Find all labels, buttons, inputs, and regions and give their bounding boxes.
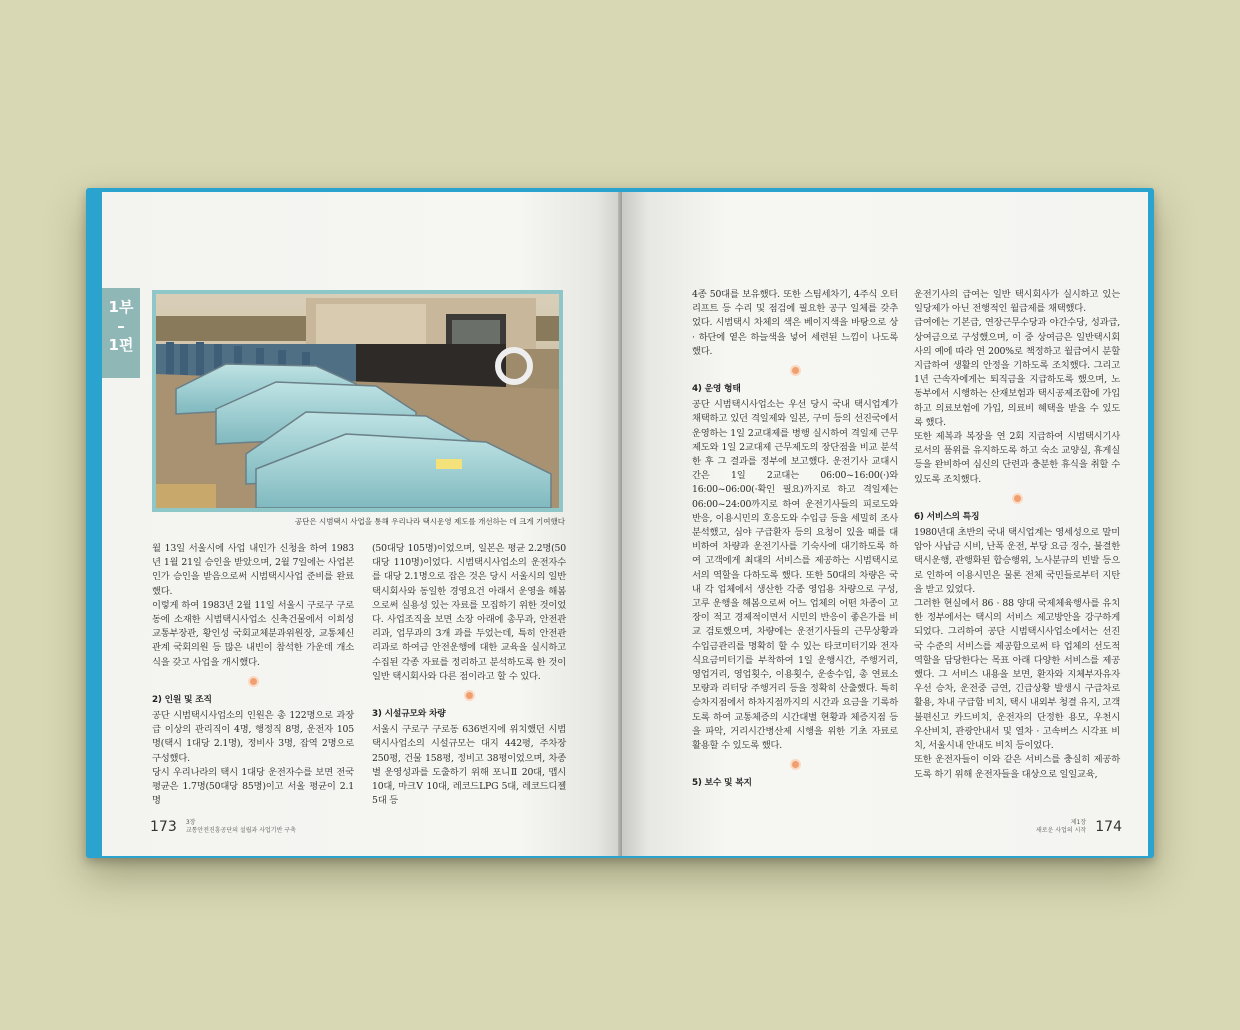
paragraph: 1980년대 초반의 국내 택시업계는 영세성으로 말미암아 사납금 시비, 난폭 운전, 부당 요금 징수, 불결한 택시운행, 관행화된 합승행위, 노사분규의 빈발 등으로 인하여 이용시민은 물론 전체 국민들로부터 지탄을 받고 있었다. [914,527,1120,595]
paragraph: 이렇게 하여 1983년 2월 11일 서울시 구로구 구로동에 소재한 시범택시사업소 신축건물에서 이희성 교통부장관, 황인성 국회교체분과위원장, 교통체신관계 국회의원 등 많은 내빈이 참석한 가운데 개소식을 갖고 사업을 개시했다. [152,599,354,668]
section-bullet [790,759,801,770]
right-column-2 [914,288,1120,782]
section-heading: 5) 보수 및 복지 [692,778,752,789]
paragraph: 급여에는 기본급, 연장근무수당과 야간수당, 성과급, 상여금으로 구성했으며, 이 중 상여금은 일반택시회사의 예에 따라 연 200%로 책정하고 월급여시 분할 지급하여 생활의 안정을 기하도록 조치했다. 그리고 1년 근속자에게는 퇴직금을 지급하도록 했으며, 노동부에서 시행하는 산재보험과 택시공제조합에 가입하고 의료보험에 가입, 의료비 혜택을 받을 수 있도록 했다. [914,317,1120,428]
photo-caption: 공단은 시범택시 사업을 통해 우리나라 택시운영 제도를 개선하는 데 크게 기여했다 [294,517,565,526]
section-heading: 4) 운영 형태 [692,384,741,395]
section-bullet [1012,493,1023,504]
running-head-chapter: 제1장 [1070,818,1087,826]
left-column-2 [372,542,566,808]
taxi-photo-image [156,294,559,508]
section-tab [102,288,140,378]
taxi-photo [152,290,563,512]
tab-part: 1부 [108,298,134,316]
left-page [102,192,622,856]
running-head-title: 교통안전진흥공단의 설립과 사업기반 구축 [185,826,296,834]
paragraph: 공단 시범택시사업소의 인원은 총 122명으로 과장급 이상의 관리직이 4명, 행정직 8명, 운전자 105명(택시 1대당 2.1명), 정비사 3명, 잡역 2명으로 구성했다. [152,710,354,764]
paragraph: 월 13일 서울시에 사업 내인가 신청을 하여 1983년 1월 21일 승인을 받았으며, 2월 7일에는 사업본인가 승인을 받음으로써 시범택시사업 준비를 완료했다. [152,543,354,597]
right-folio [1036,816,1122,835]
paragraph: 4종 50대를 보유했다. 또한 스팀세차기, 4주식 오터 리프트 등 수리 및 점검에 필요한 공구 일체를 갖추었다. 시범택시 차체의 색은 베이지색을 바탕으로 상 · 하단에 옅은 하늘색을 넣어 세련된 느낌이 나도록 했다. [692,289,898,357]
section-heading: 3) 시설규모와 차량 [372,709,446,720]
paragraph: 운전기사의 급여는 일반 택시회사가 실시하고 있는 일당제가 아닌 전행적인 월급제를 채택했다. [914,289,1120,315]
section-heading: 6) 서비스의 특징 [914,511,980,522]
paragraph: 또한 운전자들이 이와 같은 서비스를 충실히 제공하도록 하기 위해 운전자들을 대상으로 일일교육, [914,754,1120,780]
section-bullet [464,690,475,701]
page-number: 173 [150,819,177,835]
section-bullet [790,365,801,376]
tab-separator: – [117,317,125,335]
section-heading: 2) 인원 및 조직 [152,694,212,705]
right-column-1 [692,288,898,793]
paragraph: (50대당 105명)이었으며, 일본은 평균 2.2명(50대당 110명)이었다. 시범택시사업소의 운전자수를 대당 2.1명으로 잡은 것은 당시 서울시의 일반 택시회사와 동일한 경영요건 아래서 운영을 해봄으로써 실용성 있는 자료를 모집하기 위한 것이었다. 사업조직을 보면 소장 아래에 총무과, 안전관리과, 업무과의 3개 과를 두었는데, 특히 안전관리과로 하여금 안전운행에 대한 교육을 실시하고 수집된 각종 자료를 정리하고 분석하도록 한 것이 일반 택시회사와 다른 점이라고 할 수 있다. [372,543,566,682]
section-bullet [248,676,259,687]
left-column-1 [152,542,354,808]
page-number: 174 [1095,819,1122,835]
right-page [622,192,1148,856]
paragraph: 서울시 구로구 구로동 636번지에 위치했던 시범택시사업소의 시설규모는 대지 442평, 주차장 250평, 건물 158평, 정비고 38평이었으며, 차종별 운영성과를 도출하기 위해 포니Ⅱ 20대, 맵시 10대, 마크Ⅴ 10대, 레코드LPG 5대, 레코드디젤 5대 등 [372,724,566,807]
paragraph: 그러한 현실에서 86 · 88 양대 국제체육행사를 유치한 정부에서는 택시의 서비스 제고방안을 강구하게 되었다. 그리하여 공단 시범택시사업소에서는 선진국 수준의 서비스를 제공함으로써 타 업체의 선도적 역할을 담당한다는 목표 아래 다양한 서비스를 제공했다. 그 서비스 내용을 보면, 환자와 지체부자유자 우선 승차, 운전중 금연, 긴급상황 발생시 구급차로 활용, 차내 구급함 비치, 택시 내외부 청결 유지, 고객불편신고 카드비치, 운전자의 단정한 용모, 우천시 우산비치, 관광안내서 및 열차 · 고속버스 시각표 비치, 서울시내 안내도 비치 등이었다. [914,598,1120,752]
tab-chapter: 1편 [108,336,134,354]
paragraph: 공단 시범택시사업소는 우선 당시 국내 택시업계가 채택하고 있던 격일제와 일본, 구미 등의 선진국에서 운영하는 1일 2교대제를 병행 실시하여 격일제 근무제도와 1일 2교대제 근무제도의 장단점을 비교 분석한 후 그 결과를 정부에 보고했다. 운전기사 교대시간은 1일 2교대는 06:00~16:00(·)와 16:00~06:00(·확인 필요)까지로 하고 격일제는 06:00~24:00까지로 하여 운전기사들의 피로도와 반응, 이용시민의 호응도와 수입금 등을 세밀히 조사 분석했고, 심야 구급환자 등의 요청이 있을 때를 대비하여 차량과 운전기사를 기숙사에 대기하도록 하여 고객에게 최대의 서비스를 제공하는 시범택시로서의 역할을 다하도록 했다. 또한 50대의 차량은 국내 각 업체에서 생산한 각종 영업용 차량으로 구성, 고루 운행을 해봄으로써 어느 업체의 어떤 차종이 고장이 적고 경제적이면서 시민의 반응이 좋은가를 비교 검토했으며, 차량에는 운전기사들의 근무상황과 수입금관리를 명확히 할 수 있는 타코미터기와 전자식요금미터기를 부착하여 1일 운행시간, 주행거리, 영업거리, 영업횟수, 이용횟수, 운송수입, 총 연료소모량과 리터당 주행거리 등을 정확히 산출했다. 특히 승차지점에서 하차지점까지의 시간과 요금을 기록하도록 하여 교통체증의 시간대별 현황과 체증지점 등을 파악, 거리시간병산제 시행을 위한 기초 자료로 활용할 수 있도록 했다. [692,399,898,752]
paragraph: 또한 제복과 복장을 연 2회 지급하여 시범택시기사로서의 품위를 유지하도록 하고 숙소 교양실, 휴게실 등을 완비하여 심신의 단련과 충분한 휴식을 취할 수 있도록 조치했다. [914,431,1120,485]
left-folio [150,816,296,835]
running-head-title: 새로운 사업의 시작 [1035,826,1087,834]
paragraph: 당시 우리나라의 택시 1대당 운전자수를 보면 전국 평균은 1.7명(50대당 85명)이고 서울 평균이 2.1명 [152,766,354,807]
running-head-chapter: 3장 [185,818,196,826]
